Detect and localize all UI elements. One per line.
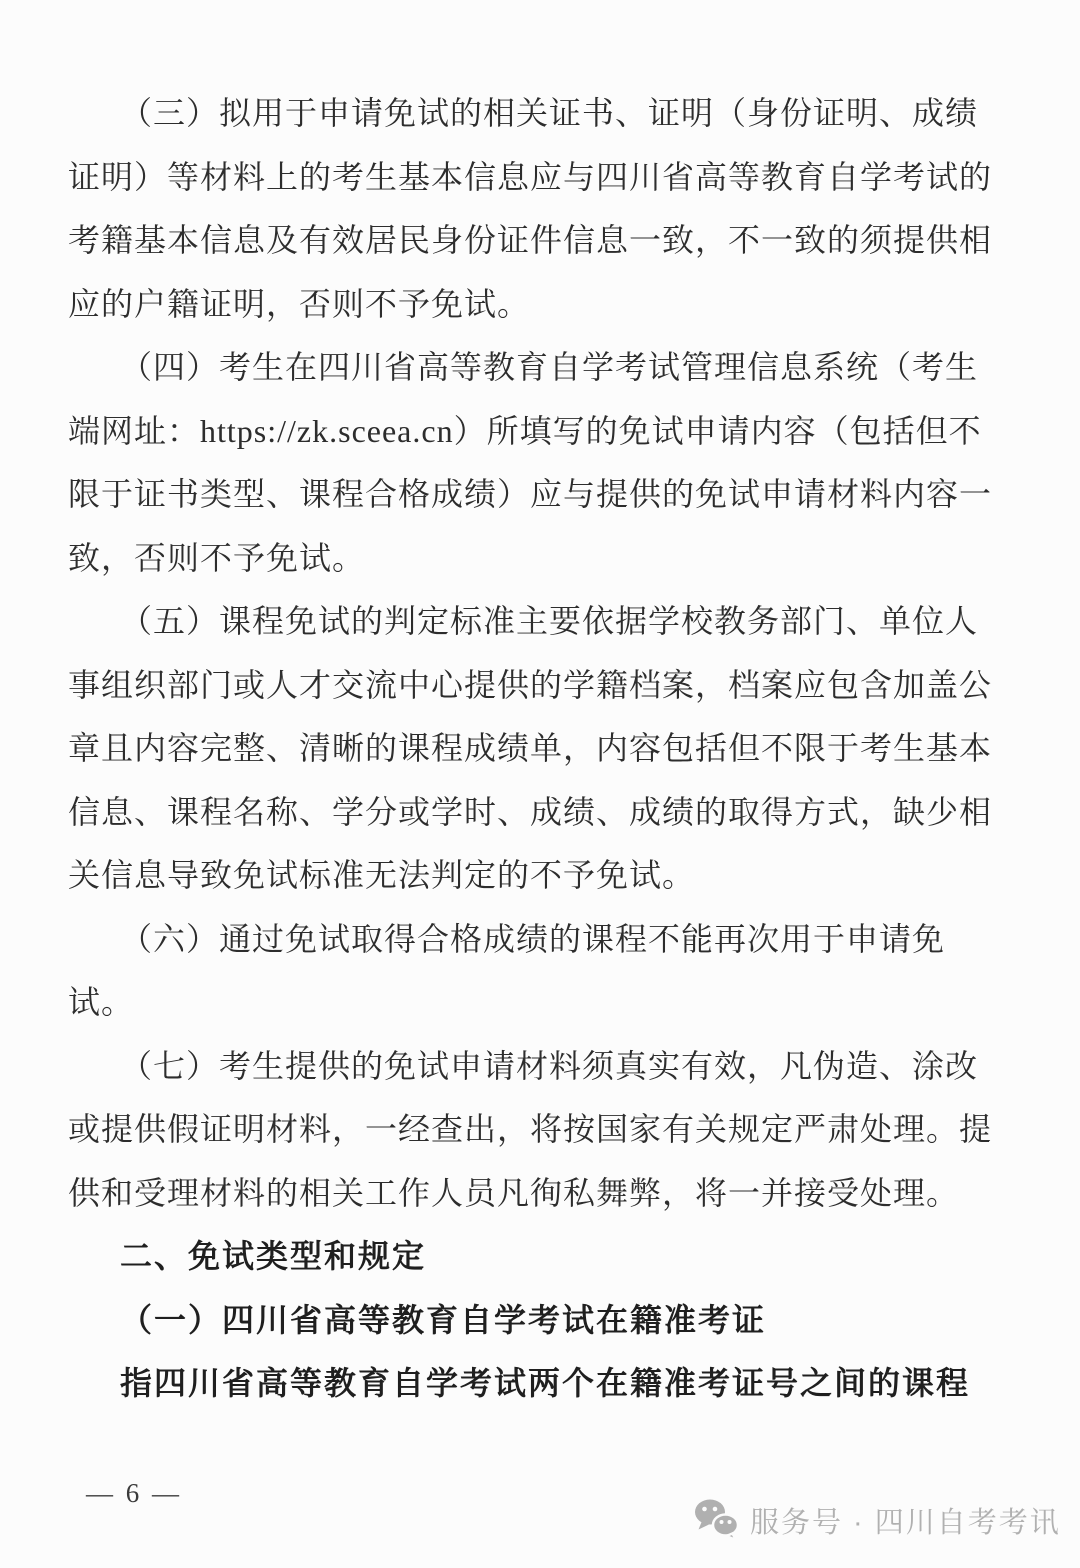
- text-line: （五）课程免试的判定标准主要依据学校教务部门、单位人: [120, 603, 979, 639]
- text-line: 应的户籍证明，否则不予免试。: [68, 285, 531, 322]
- section-heading: [68, 1225, 1008, 1289]
- paragraph-5: [68, 590, 1008, 908]
- text-line: 关信息导致免试标准无法判定的不予免试。: [68, 857, 696, 893]
- text-line: （四）考生在四川省高等教育自学考试管理信息系统（考生: [120, 349, 979, 385]
- text-line: 限于证书类型、课程合格成绩）应与提供的免试申请材料内容一: [68, 476, 993, 512]
- heading-line: 二、免试类型和规定: [120, 1238, 427, 1274]
- paragraph-6: [68, 908, 1008, 1035]
- text-line: 试。: [68, 984, 135, 1020]
- paragraph-4: [68, 336, 1008, 590]
- text-line: 供和受理材料的相关工作人员凡徇私舞弊，将一并接受处理。: [68, 1174, 960, 1211]
- text-line-with-url: 端网址：https://zk.sceea.cn）所填写的免试申请内容（包括但不: [68, 412, 982, 449]
- page-number: — 6 —: [86, 1478, 182, 1508]
- document-body: [68, 82, 1008, 1416]
- subsection-heading: [68, 1289, 1008, 1353]
- text-line: 或提供假证明材料，一经查出，将按国家有关规定严肃处理。提: [68, 1111, 993, 1147]
- text-line: 考籍基本信息及有效居民身份证件信息一致，不一致的须提供相: [68, 222, 993, 258]
- paragraph-7: [68, 1035, 1008, 1226]
- watermark: [694, 1498, 1061, 1542]
- text-line: （七）考生提供的免试申请材料须真实有效，凡伪造、涂改: [120, 1047, 979, 1084]
- text-line: 信息、课程名称、学分或学时、成绩、成绩的取得方式，缺少相: [68, 793, 993, 830]
- text-line: 证明）等材料上的考生基本信息应与四川省高等教育自学考试的: [68, 158, 993, 195]
- text-line: （六）通过免试取得合格成绩的课程不能再次用于申请免: [120, 920, 946, 957]
- text-line: 章且内容完整、清晰的课程成绩单，内容包括但不限于考生基本: [68, 730, 993, 766]
- text-line: （三）拟用于申请免试的相关证书、证明（身份证明、成绩: [120, 95, 979, 131]
- watermark-label: 服务号 · 四川自考考讯: [750, 1506, 1061, 1539]
- subsection-body-bold: [68, 1352, 1008, 1416]
- text-line: 事组织部门或人才交流中心提供的学籍档案，档案应包含加盖公: [68, 666, 993, 703]
- text-line: 致，否则不予免试。: [68, 539, 366, 576]
- heading-line: （一）四川省高等教育自学考试在籍准考证: [120, 1301, 767, 1338]
- heading-line: 指四川省高等教育自学考试两个在籍准考证号之间的课程: [120, 1365, 971, 1401]
- wechat-icon: [694, 1498, 740, 1542]
- paragraph-3: [68, 82, 1008, 336]
